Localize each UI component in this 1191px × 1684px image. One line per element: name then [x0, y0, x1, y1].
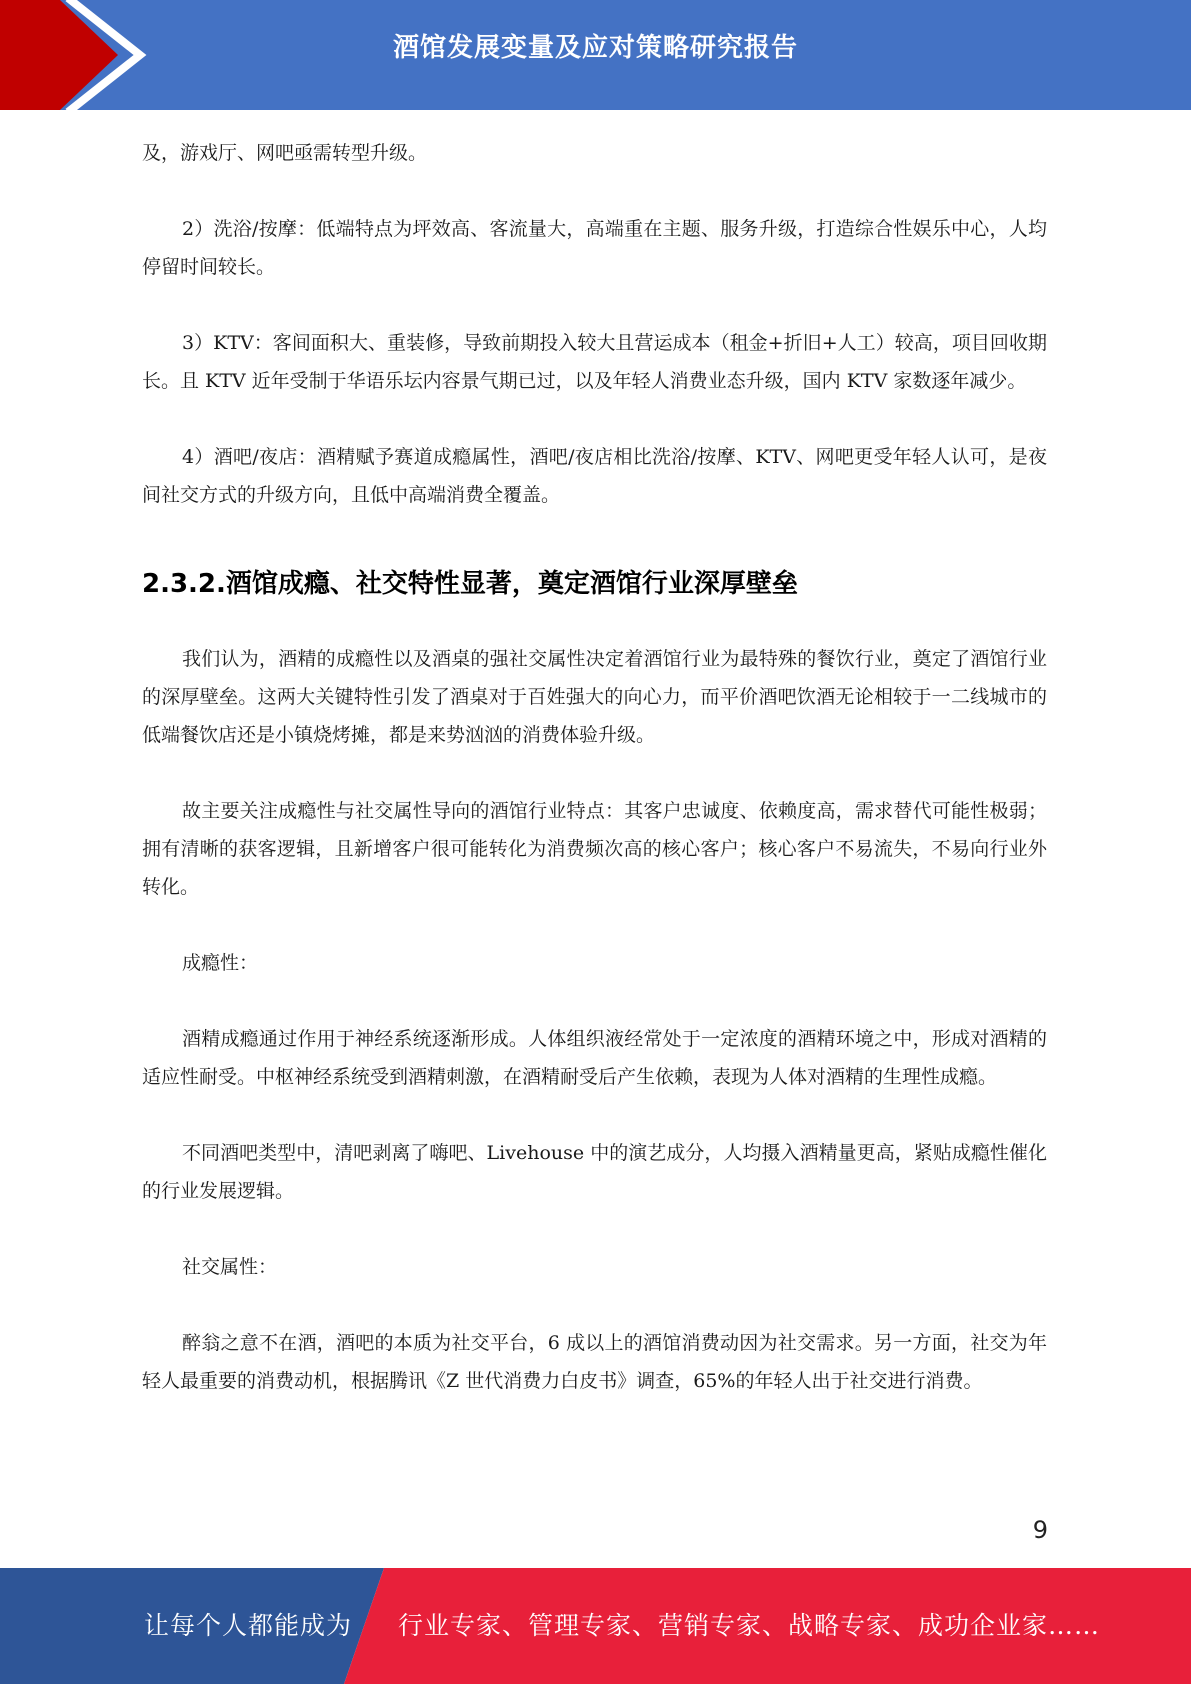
paragraph-social-label: 社交属性： [182, 1256, 278, 1278]
paragraph-ktv: 3）KTV：客间面积大、重装修，导致前期投入较大且营运成本（租金+折旧+人工）较高，项目回收期长。且 KTV 近年受制于华语乐坛内容景气期已过，以及年轻人消费业态升级，国内 KTV 家数逐年减少。 [142, 332, 1047, 392]
page-content [142, 134, 1047, 1438]
paragraph-alcohol-addiction: 酒精成瘾通过作用于神经系统逐渐形成。人体组织液经常处于一定浓度的酒精环境之中，形成对酒精的适应性耐受。中枢神经系统受到酒精刺激，在酒精耐受后产生依赖，表现为人体对酒精的生理性成瘾。 [142, 1028, 1047, 1088]
paragraph-social-motive: 醉翁之意不在酒，酒吧的本质为社交平台，6 成以上的酒馆消费动因为社交需求。另一方面，社交为年轻人最重要的消费动机，根据腾讯《Z 世代消费力白皮书》调查，65%的年轻人出于社交进行消费。 [142, 1332, 1047, 1392]
report-title: 酒馆发展变量及应对策略研究报告 [392, 33, 798, 63]
paragraph-bath-massage: 2）洗浴/按摩：低端特点为坪效高、客流量大，高端重在主题、服务升级，打造综合性娱乐中心，人均停留时间较长。 [142, 218, 1047, 278]
paragraph-continuation: 及，游戏厅、网吧亟需转型升级。 [142, 142, 428, 164]
paragraph-opinion: 我们认为，酒精的成瘾性以及酒桌的强社交属性决定着酒馆行业为最特殊的餐饮行业，奠定了酒馆行业的深厚壁垒。这两大关键特性引发了酒桌对于百姓强大的向心力，而平价酒吧饮酒无论相较于一二线城市的低端餐饮店还是小镇烧烤摊，都是来势汹汹的消费体验升级。 [142, 648, 1047, 746]
page-number: 9 [1032, 1516, 1048, 1544]
paragraph-bar-types: 不同酒吧类型中，清吧剥离了嗨吧、Livehouse 中的演艺成分，人均摄入酒精量更高，紧贴成瘾性催化的行业发展逻辑。 [142, 1142, 1047, 1202]
page-header [0, 0, 1191, 110]
paragraph-addictiveness-label: 成瘾性： [182, 952, 259, 974]
paragraph-bar-nightclub: 4）酒吧/夜店：酒精赋予赛道成瘾属性，酒吧/夜店相比洗浴/按摩、KTV、网吧更受年轻人认可，是夜间社交方式的升级方向，且低中高端消费全覆盖。 [142, 446, 1047, 506]
paragraph-industry-features: 故主要关注成瘾性与社交属性导向的酒馆行业特点：其客户忠诚度、依赖度高，需求替代可能性极弱；拥有清晰的获客逻辑，且新增客户很可能转化为消费频次高的核心客户；核心客户不易流失，不易向行业外转化。 [142, 800, 1047, 898]
footer-slogan-left: 让每个人都能成为 [144, 1611, 353, 1640]
footer-slogan-right: 行业专家、管理专家、营销专家、战略专家、成功企业家…… [398, 1611, 1101, 1640]
page-footer [0, 1568, 1191, 1684]
section-heading: 2.3.2.酒馆成瘾、社交特性显著，奠定酒馆行业深厚壁垒 [142, 569, 798, 599]
